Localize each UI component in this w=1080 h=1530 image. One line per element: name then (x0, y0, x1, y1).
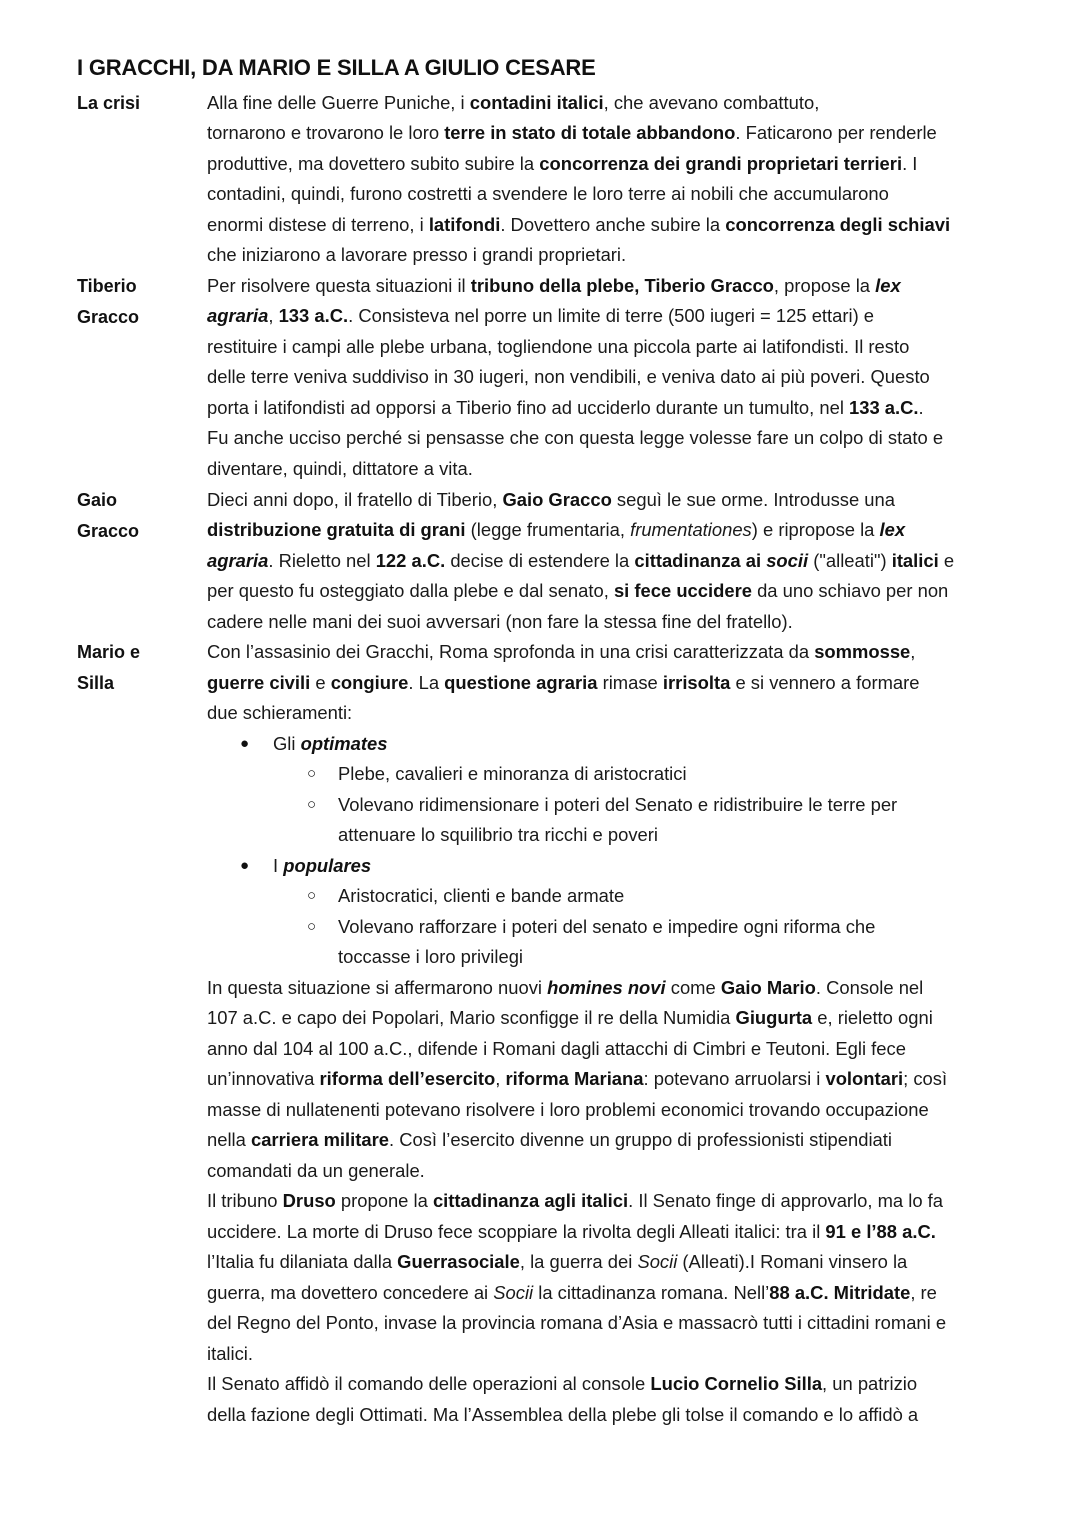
text-run: Per risolvere questa situazioni il (207, 275, 471, 296)
text-line (207, 1156, 425, 1187)
text-run: comandati da un generale. (207, 1160, 425, 1181)
text-run: (Alleati).I Romani vinsero la (677, 1251, 908, 1272)
document-title: I GRACCHI, DA MARIO E SILLA A GIULIO CESARE (77, 55, 596, 80)
list-item (338, 912, 875, 943)
text-line (207, 88, 819, 119)
text-run: uccidere. La morte di Druso fece scoppiare la rivolta degli Alleati italici: tra il (207, 1221, 826, 1242)
text-run: Volevano ridimensionare i poteri del Senato e ridistribuire le terre per (338, 794, 898, 815)
text-run: nella (207, 1129, 251, 1150)
text-line (207, 423, 943, 454)
text-run: Plebe, cavalieri e minoranza di aristocratici (338, 763, 687, 784)
text-line (207, 1400, 918, 1431)
text-line (207, 607, 793, 638)
text-run: 107 a.C. e capo dei Popolari, Mario sconfigge il re della Numidia (207, 1007, 736, 1028)
text-run: decise di estendere la (445, 550, 635, 571)
text-run: Volevano rafforzare i poteri del senato e impedire ogni riforma che (338, 916, 876, 937)
text-line (207, 1247, 907, 1278)
text-line (207, 515, 905, 546)
text-run: del Regno del Ponto, invase la provincia romana d’Asia e massacrò tutti i cittadini romani e (207, 1312, 947, 1333)
text-run: , (268, 305, 279, 326)
text-run: . La (408, 672, 445, 693)
text-line (207, 454, 473, 485)
text-run: diventare, quindi, dittatore a vita. (207, 458, 473, 479)
section-label: Gracco (77, 306, 140, 327)
text-run: masse di nullatenenti potevano risolvere i loro problemi economici trovando occupazione (207, 1099, 929, 1120)
text-run: terre in stato di totale abbandono (444, 122, 736, 143)
text-line (207, 485, 895, 516)
text-line (207, 546, 954, 577)
text-run: Giugurta (735, 1007, 813, 1028)
text-run: porta i latifondisti ad opporsi a Tiberio fino ad ucciderlo durante un tumulto, nel (207, 397, 850, 418)
section-label: Tiberio (77, 276, 137, 296)
text-run: contadini italici (469, 92, 604, 113)
text-run: agraria (207, 305, 269, 326)
text-run: Alla fine delle Guerre Puniche, i (207, 92, 470, 113)
text-run: lex (875, 275, 901, 296)
text-run: Fu anche ucciso perché si pensasse che con questa legge volesse fare un colpo di stato e (207, 427, 944, 448)
text-run: tornarono e trovarono le loro (207, 122, 445, 143)
text-run: della fazione degli Ottimati. Ma l’Assemblea della plebe gli tolse il comando e lo affidò a (207, 1404, 919, 1425)
text-run: (legge frumentaria, (465, 519, 631, 540)
text-line (207, 1095, 929, 1126)
text-line (207, 1278, 937, 1309)
text-run: . Il Senato finge di approvarlo, ma lo fa (628, 1190, 944, 1211)
text-run: . Così l’esercito divenne un gruppo di professionisti stipendiati (389, 1129, 892, 1150)
text-line (207, 637, 915, 668)
text-run: irrisolta (662, 672, 731, 693)
text-run: Socii (637, 1251, 678, 1272)
text-line (207, 576, 948, 607)
text-line (207, 1125, 892, 1156)
text-run: e (938, 550, 955, 571)
text-run: homines novi (547, 977, 666, 998)
text-run: . Dovettero anche subire la (500, 214, 726, 235)
text-line (207, 1003, 933, 1034)
text-run: enormi distese di terreno, i (207, 214, 429, 235)
text-line (207, 698, 352, 729)
text-run: delle terre veniva suddiviso in 30 iugeri, non vendibili, e veniva dato ai più poveri. Questo (207, 366, 930, 387)
text-run: e, rieletto ogni (812, 1007, 933, 1028)
bullet-filled-icon: ● (240, 735, 250, 752)
text-run: guerre civili (207, 672, 311, 693)
text-run: , che avevano combattuto, (603, 92, 820, 113)
text-line (207, 1186, 943, 1217)
text-line (207, 1217, 936, 1248)
section-label: Gracco (77, 520, 140, 541)
section-label: Mario e (77, 642, 141, 662)
text-run: e si vennero a formare (730, 672, 920, 693)
text-line (207, 271, 901, 302)
text-run: , un patrizio (822, 1373, 918, 1394)
text-run: sommosse (814, 641, 911, 662)
text-run: restituire i campi alle plebe urbana, togliendone una piccola parte ai latifondisti. Il resto (207, 336, 910, 357)
text-run: . Consisteva nel porre un limite di terre (500 iugeri = 125 ettari) e (348, 305, 875, 326)
text-run: Il tribuno (207, 1190, 283, 1211)
text-run: riforma Mariana (505, 1068, 644, 1089)
text-run: 91 e l’88 a.C. (825, 1221, 936, 1242)
section-label: La crisi (77, 93, 141, 113)
text-run: distribuzione gratuita di grani (207, 519, 466, 540)
bullet-hollow-icon: ○ (307, 918, 317, 935)
text-run: come (665, 977, 721, 998)
text-run: , (910, 641, 916, 662)
text-run: lex (879, 519, 906, 540)
text-run: . (918, 397, 924, 418)
text-run: cittadinanza ai (634, 550, 767, 571)
text-run: . I (902, 153, 918, 174)
text-run: volontari (825, 1068, 904, 1089)
section-label: Silla (77, 672, 115, 693)
text-run: per questo fu osteggiato dalla plebe e dal senato, (207, 580, 614, 601)
text-run: Socii (493, 1282, 534, 1303)
text-run: Gaio Gracco (502, 489, 612, 510)
text-line (207, 179, 889, 210)
text-run: latifondi (428, 214, 501, 235)
text-line (207, 1064, 947, 1095)
text-run: ) e ripropose la (751, 519, 880, 540)
text-line (207, 1034, 906, 1065)
text-run: , propose la (773, 275, 876, 296)
text-run: carriera militare (250, 1129, 389, 1150)
text-run: . Rieletto nel (268, 550, 376, 571)
text-run: anno dal 104 al 100 a.C., difende i Romani dagli attacchi di Cimbri e Teutoni. Egli fece (207, 1038, 906, 1059)
text-run: 122 a.C. (375, 550, 446, 571)
text-run: attenuare lo squilibrio tra ricchi e poveri (338, 824, 658, 845)
text-run: due schieramenti: (207, 702, 353, 723)
list-item (338, 759, 687, 790)
text-run: produttive, ma dovettero subito subire la (207, 153, 540, 174)
text-run: 133 a.C. (278, 305, 349, 326)
text-run: ; così (903, 1068, 948, 1089)
text-run: seguì le sue orme. Introdusse una (611, 489, 895, 510)
text-run: ("alleati") (808, 550, 892, 571)
text-run: . Faticarono per renderle (735, 122, 937, 143)
bullet-filled-icon: ● (240, 857, 250, 874)
text-line (207, 210, 950, 241)
text-line (207, 393, 924, 424)
text-line (338, 942, 523, 973)
text-run: frumentationes (630, 519, 752, 540)
text-run: toccasse i loro privilegi (338, 946, 524, 967)
text-run: da uno schiavo per non (751, 580, 949, 601)
text-run: l’Italia fu dilaniata dalla (207, 1251, 398, 1272)
text-run: questione agraria (444, 672, 598, 693)
text-run: guerra, ma dovettero concedere ai (207, 1282, 494, 1303)
list-item (338, 790, 897, 821)
text-run: concorrenza dei grandi proprietari terrieri (539, 153, 903, 174)
list-item (273, 851, 371, 882)
text-run: Lucio Cornelio Silla (650, 1373, 823, 1394)
text-run: , re (910, 1282, 937, 1303)
text-line (207, 118, 937, 149)
text-run: Con l’assasinio dei Gracchi, Roma sprofonda in una crisi caratterizzata da (207, 641, 815, 662)
text-run: . Console nel (815, 977, 924, 998)
text-run: rimase (597, 672, 663, 693)
text-run: Aristocratici, clienti e bande armate (338, 885, 625, 906)
text-run: I (273, 855, 284, 876)
text-run: optimates (300, 733, 388, 754)
text-run: Guerrasociale (397, 1251, 520, 1272)
text-line (207, 149, 917, 180)
text-run: cadere nelle mani dei suoi avversari (non fare la stessa fine del fratello). (207, 611, 793, 632)
text-run: propone la (335, 1190, 433, 1211)
text-run: e (310, 672, 331, 693)
text-run: italici (891, 550, 939, 571)
text-run: , (495, 1068, 506, 1089)
text-run: concorrenza degli schiavi (725, 214, 951, 235)
text-line (207, 973, 923, 1004)
text-line (207, 1308, 946, 1339)
text-run: che iniziarono a lavorare presso i grandi proprietari. (207, 244, 627, 265)
text-run: Dieci anni dopo, il fratello di Tiberio, (207, 489, 503, 510)
list-item (273, 729, 387, 760)
text-run: si fece uccidere (613, 580, 752, 601)
section-label: Gaio (77, 490, 118, 510)
bullet-hollow-icon: ○ (307, 765, 317, 782)
text-run: la cittadinanza romana. Nell’ (533, 1282, 770, 1303)
text-line (338, 820, 658, 851)
text-line (207, 362, 930, 393)
text-line (207, 1369, 917, 1400)
text-run: populares (283, 855, 372, 876)
text-run: italici. (207, 1343, 253, 1364)
text-run: In questa situazione si affermarono nuovi (207, 977, 548, 998)
text-run: 88 a.C. Mitridate (769, 1282, 911, 1303)
text-run: Druso (282, 1190, 336, 1211)
text-run: socii (766, 550, 809, 571)
list-item (338, 881, 624, 912)
text-run: congiure (330, 672, 409, 693)
text-run: contadini, quindi, furono costretti a svendere le loro terre ai nobili che accumularono (207, 183, 889, 204)
text-run: Il Senato affidò il comando delle operazioni al console (207, 1373, 651, 1394)
text-run: un’innovativa (207, 1068, 320, 1089)
text-run: Gaio Mario (720, 977, 816, 998)
text-line (207, 668, 919, 699)
text-run: agraria (207, 550, 269, 571)
text-line (207, 332, 909, 363)
text-line (207, 1339, 253, 1370)
text-run: Gli (273, 733, 301, 754)
text-line (207, 301, 874, 332)
bullet-hollow-icon: ○ (307, 887, 317, 904)
text-run: tribuno della plebe, Tiberio Gracco (470, 275, 774, 296)
text-run: riforma dell’esercito (319, 1068, 496, 1089)
text-run: : potevano arruolarsi i (643, 1068, 826, 1089)
text-line (207, 240, 626, 271)
text-run: 133 a.C. (849, 397, 919, 418)
text-run: , la guerra dei (519, 1251, 638, 1272)
bullet-hollow-icon: ○ (307, 796, 317, 813)
text-run: cittadinanza agli italici (432, 1190, 629, 1211)
